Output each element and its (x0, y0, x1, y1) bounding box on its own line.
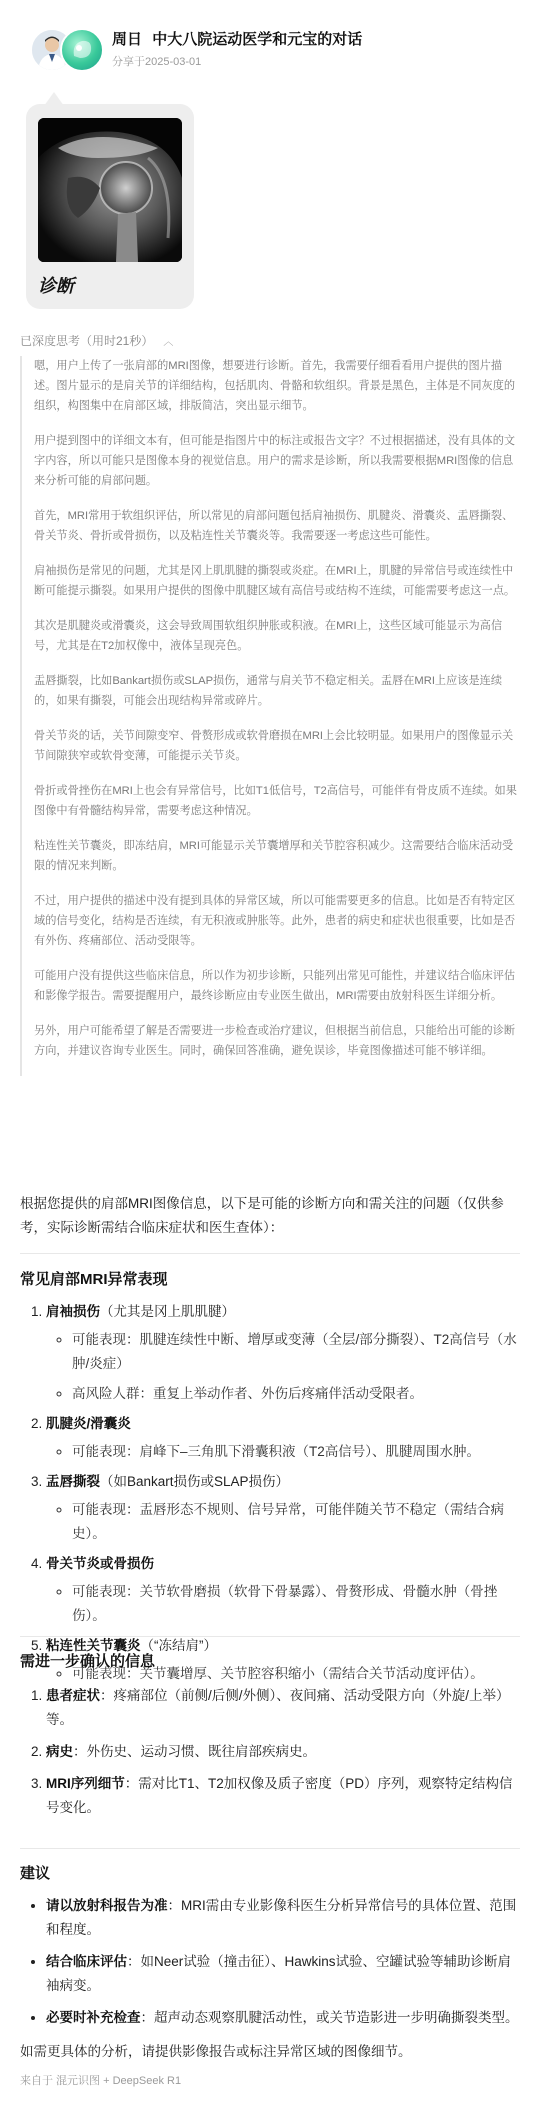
title-text: 中大八院运动医学和元宝的对话 (152, 30, 363, 48)
info-text: ：需对比T1、T2加权像及质子密度（PD）序列，观察特定结构信号变化。 (46, 1776, 513, 1815)
info-text: ：疼痛部位（前侧/后侧/外侧）、夜间痛、活动受限方向（外旋/上举）等。 (46, 1688, 510, 1727)
finding-title: 骨关节炎或骨损伤 (46, 1556, 154, 1571)
finding-item (46, 1552, 520, 1628)
advice-item (46, 1950, 520, 1998)
thinking-paragraph: 用户提到图中的详细文本有，但可能是指图片中的标注或报告文字？不过根据描述，没有具体的文字内容，所以可能只是图像本身的视觉信息。用户的需求是诊断，所以我需要根据MRI图像的信息来分析可能的肩部问题。 (34, 435, 516, 487)
thinking-paragraph: 肩袖损伤是常见的问题，尤其是冈上肌肌腱的撕裂或炎症。在MRI上，肌腱的异常信号或连续性中断可能提示撕裂。如果用户提供的图像中肌腱区域有高信号或结构不连续，可能需要考虑这一点。 (34, 565, 516, 597)
bullet-label: 可能表现： (72, 1502, 140, 1517)
finding-title: 盂唇撕裂 (46, 1474, 100, 1489)
thinking-paragraph: 可能用户没有提供这些临床信息，所以作为初步诊断，只能列出常见可能性，并建议结合临床评估和影像学报告。需要提醒用户，最终诊断应由专业医生做出，MRI需要由放射科医生详细分析。 (34, 970, 516, 1002)
finding-title: 肩袖损伤 (46, 1304, 100, 1319)
avatar-group (30, 26, 102, 70)
advice-label: 请以放射科报告为准 (46, 1898, 168, 1913)
advice-label: 必要时补充检查 (46, 2010, 141, 2025)
bullet-label: 可能表现： (72, 1332, 140, 1347)
finding-bullet (72, 1580, 520, 1628)
answer-outro: 如需更具体的分析，请提供影像报告或标注异常区域的图像细节。 (20, 2044, 412, 2059)
advice-list (20, 1894, 520, 2038)
yuanbao-avatar[interactable] (60, 28, 104, 72)
yuanbao-logo-icon (62, 30, 102, 70)
info-text: ：外伤史、运动习惯、既往肩部疾病史。 (73, 1744, 316, 1759)
thinking-toggle[interactable] (20, 332, 173, 349)
section-title-more-info: 需进一步确认的信息 (20, 1653, 156, 1670)
advice-item (46, 1894, 520, 1942)
divider (20, 1636, 520, 1637)
image-message-bubble (26, 104, 194, 309)
bullet-label: 可能表现： (72, 1584, 140, 1599)
finding-bullets (46, 1440, 520, 1464)
section-title-common-findings: 常见肩部MRI异常表现 (20, 1271, 168, 1288)
finding-note: （尤其是冈上肌肌腱） (100, 1304, 235, 1319)
finding-bullet (72, 1440, 520, 1464)
bullet-text: 重复上举动作者、外伤后疼痛伴活动受限者。 (153, 1386, 423, 1401)
advice-text: ：如Neer试验（撞击征）、Hawkins试验、空罐试验等辅助诊断肩袖病变。 (46, 1954, 512, 1993)
bubble-tail (44, 92, 64, 106)
date-label: 周日 (112, 30, 143, 48)
bullet-text: 关节囊增厚、关节腔容积缩小（需结合关节活动度评估）。 (139, 1666, 484, 1681)
finding-bullet (72, 1382, 520, 1406)
info-item (46, 1772, 520, 1820)
advice-item (46, 2006, 520, 2030)
advice-text: ：MRI需由专业影像科医生分析异常信号的具体位置、范围和程度。 (46, 1898, 517, 1937)
info-label: 病史 (46, 1744, 73, 1759)
divider (20, 1848, 520, 1849)
finding-bullet (72, 1328, 520, 1376)
thinking-paragraph: 其次是肌腱炎或滑囊炎，这会导致周围软组织肿胀或积液。在MRI上，这些区域可能显示为高信号，尤其是在T2加权像中，液体呈现亮色。 (34, 620, 503, 652)
info-item (46, 1684, 520, 1732)
findings-list (20, 1300, 520, 1692)
finding-title: 肌腱炎/滑囊炎 (46, 1416, 131, 1431)
bullet-label: 可能表现： (72, 1444, 140, 1459)
image-caption: 诊断 (38, 276, 74, 296)
finding-bullets (46, 1580, 520, 1628)
thinking-paragraph: 盂唇撕裂，比如Bankart损伤或SLAP损伤，通常与肩关节不稳定相关。盂唇在MRI上应该是连续的，如果有撕裂，可能会出现结构异常或碎片。 (34, 675, 503, 707)
finding-item (46, 1300, 520, 1406)
thinking-paragraph: 粘连性关节囊炎，即冻结肩，MRI可能显示关节囊增厚和关节腔容积减少。这需要结合临床活动受限的情况来判断。 (34, 840, 514, 872)
conversation-header (30, 26, 362, 70)
bullet-text: 关节软骨磨损（软骨下骨暴露）、骨赘形成、骨髓水肿（骨挫伤）。 (72, 1584, 498, 1623)
thinking-status: 已深度思考（用时21秒） (20, 334, 154, 348)
finding-bullets (46, 1328, 520, 1406)
advice-label: 结合临床评估 (46, 1954, 127, 1969)
answer-intro: 根据您提供的肩部MRI图像信息，以下是可能的诊断方向和需关注的问题（仅供参考，实际诊断需结合临床症状和医生查体）： (20, 1196, 504, 1235)
finding-note: （如Bankart损伤或SLAP损伤） (100, 1474, 290, 1489)
chevron-up-icon[interactable]: ︿ (163, 337, 174, 348)
info-item (46, 1740, 520, 1764)
bullet-text: 盂唇形态不规则、信号异常，可能伴随关节不稳定（需结合病史）。 (72, 1502, 504, 1541)
conversation-title (112, 28, 362, 49)
advice-text: ：超声动态观察肌腱活动性，或关节造影进一步明确撕裂类型。 (140, 2010, 519, 2025)
finding-title: 粘连性关节囊炎 (46, 1638, 141, 1653)
info-list (20, 1684, 520, 1828)
info-label: MRI序列细节 (46, 1776, 125, 1791)
bullet-label: 高风险人群： (72, 1386, 153, 1401)
thinking-content (20, 356, 520, 1076)
bullet-text: 肩峰下–三角肌下滑囊积液（T2高信号）、肌腱周围水肿。 (139, 1444, 481, 1459)
thinking-paragraph: 嗯，用户上传了一张肩部的MRI图像，想要进行诊断。首先，我需要仔细看看用户提供的图片描述。图片显示的是肩关节的详细结构，包括肌肉、骨骼和软组织。背景是黑色，主体是不同灰度的组织，构图集中在肩部区域，排版简洁，突出显示细节。 (34, 360, 516, 412)
thinking-paragraph: 不过，用户提供的描述中没有提到具体的异常区域，所以可能需要更多的信息。比如是否有特定区域的信号变化，结构是否连续，有无积液或肿胀等。此外，患者的病史和症状也很重要，比如是否有外伤、疼痛部位、活动受限等。 (34, 895, 516, 947)
header-text (112, 28, 362, 69)
section-title-advice: 建议 (20, 1865, 51, 1882)
finding-item (46, 1412, 520, 1464)
info-label: 患者症状 (46, 1688, 100, 1703)
divider (20, 1253, 520, 1254)
thinking-paragraph: 骨关节炎的话，关节间隙变窄、骨赘形成或软骨磨损在MRI上会比较明显。如果用户的图像显示关节间隙狭窄或软骨变薄，可能提示关节炎。 (34, 730, 514, 762)
mri-shoulder-image (38, 118, 182, 262)
finding-bullets (46, 1498, 520, 1546)
bullet-label: 可能表现： (72, 1666, 140, 1681)
share-date: 分享于2025-03-01 (112, 55, 202, 68)
thinking-paragraph: 首先，MRI常用于软组织评估，所以常见的肩部问题包括肩袖损伤、肌腱炎、滑囊炎、盂唇撕裂、骨关节炎、骨折或骨损伤，以及粘连性关节囊炎等。我需要逐一考虑这些可能性。 (34, 510, 514, 542)
finding-note: （“冻结肩”） (140, 1638, 217, 1653)
bullet-text: 肌腱连续性中断、增厚或变薄（全层/部分撕裂）、T2高信号（水肿/炎症） (72, 1332, 517, 1371)
mri-image[interactable] (38, 118, 182, 262)
model-source: 来自于 混元识图 + DeepSeek R1 (20, 2075, 182, 2087)
thinking-paragraph: 骨折或骨挫伤在MRI上也会有异常信号，比如T1低信号，T2高信号，可能伴有骨皮质不连续。如果图像中有骨髓结构异常，需要考虑这种情况。 (34, 785, 517, 817)
finding-bullet (72, 1498, 520, 1546)
thinking-paragraph: 另外，用户可能希望了解是否需要进一步检查或治疗建议，但根据当前信息，只能给出可能的诊断方向，并建议咨询专业医生。同时，确保回答准确，避免误诊，毕竟图像描述可能不够详细。 (34, 1025, 516, 1057)
finding-item (46, 1470, 520, 1546)
